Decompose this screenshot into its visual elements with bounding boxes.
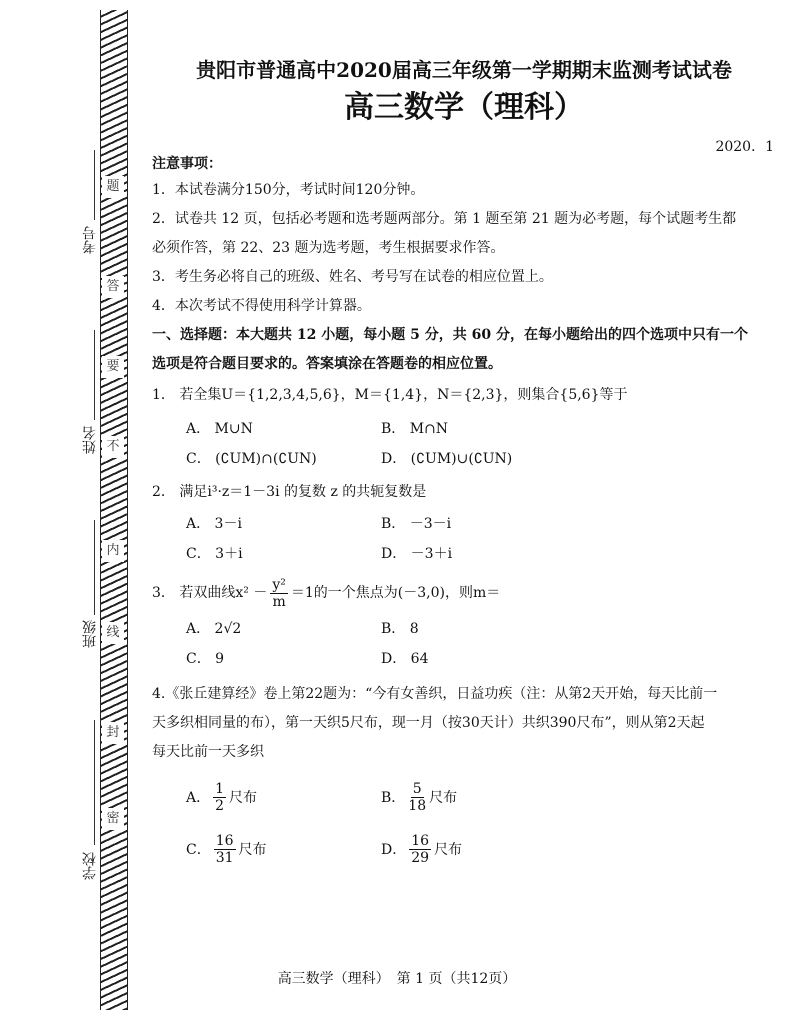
- option-a[interactable]: [186, 773, 381, 821]
- seal-char: 密: [102, 808, 124, 830]
- option-a[interactable]: A． 3－i: [186, 516, 242, 532]
- notice-item: 3．考生务必将自己的班级、姓名、考号写在试卷的相应位置上。: [152, 269, 553, 285]
- notice-item: 1．本试卷满分150分，考试时间120分钟。: [152, 182, 425, 198]
- q3-fraction-numerator: y²: [272, 577, 286, 593]
- seal-char: 要: [102, 356, 124, 378]
- fraction-denominator: 29: [411, 849, 430, 866]
- notice-item: 2．试卷共 12 页，包括必考题和选考题两部分。第 1 题至第 21 题为必考题，每个试题考生都: [152, 211, 737, 227]
- fraction-numerator: 16: [215, 832, 234, 849]
- option-c[interactable]: C． 9: [186, 651, 225, 667]
- notice-item: 必须作答，第 22、23 题为选考题，考生根据要求作答。: [152, 240, 505, 256]
- binding-rope: [100, 10, 128, 1010]
- seal-char: 题: [102, 176, 124, 198]
- class-blank[interactable]: [94, 520, 95, 615]
- fraction-denominator: 2: [215, 797, 225, 814]
- name-label: 姓名: [82, 426, 98, 454]
- option-letter: C．: [186, 842, 211, 858]
- option-a[interactable]: A． 2√2: [186, 621, 242, 637]
- option-c[interactable]: C． (∁UM)∩(∁UN): [186, 451, 317, 467]
- fraction-numerator: 1: [215, 780, 225, 797]
- option-d[interactable]: D． －3＋i: [381, 546, 453, 562]
- option-b[interactable]: B． M∩N: [381, 421, 449, 437]
- school-label: 学校: [82, 852, 98, 880]
- question-4-stem: 每天比前一天多织: [152, 744, 264, 760]
- seal-char: 答: [102, 276, 124, 298]
- option-d[interactable]: D． (∁UM)∪(∁UN): [381, 451, 513, 467]
- fraction-numerator: 5: [412, 780, 422, 797]
- fraction-numerator: 16: [411, 832, 430, 849]
- exam-number-label: 考号: [82, 226, 98, 254]
- fraction-denominator: 18: [408, 797, 427, 814]
- q3-fraction: [270, 577, 288, 610]
- option-unit: 尺布: [434, 842, 463, 858]
- fraction-denominator: 31: [215, 849, 234, 866]
- option-fraction: [409, 833, 431, 866]
- option-d[interactable]: D． 64: [381, 651, 429, 667]
- option-fraction: [213, 781, 226, 814]
- q3-stem-end: ＝1的一个焦点为(－3,0)，则m＝: [290, 585, 501, 601]
- question-4-options: [186, 773, 776, 873]
- question-4-stem: 4.《张丘建算经》卷上第22题为：“今有女善织，日益功疾（注：从第2天开始，每天比前一: [152, 686, 718, 702]
- option-fraction: [408, 781, 426, 814]
- exam-content: [152, 56, 776, 873]
- option-unit: 尺布: [429, 790, 458, 806]
- question-1-stem: 1． 若全集U＝{1,2,3,4,5,6}，M＝{1,4}，N＝{2,3}，则集合{5,6}等于: [152, 387, 628, 403]
- option-c[interactable]: C． 3＋i: [186, 546, 243, 562]
- notice-heading: 注意事项：: [152, 156, 222, 172]
- seal-char: 封: [102, 722, 124, 744]
- question-3-options: [186, 616, 776, 672]
- option-letter: D．: [381, 842, 407, 858]
- binding-margin: [0, 0, 140, 1030]
- name-blank[interactable]: [94, 330, 95, 420]
- option-unit: 尺布: [229, 790, 258, 806]
- seal-char: 内: [102, 540, 124, 562]
- class-label: 班级: [82, 620, 98, 648]
- school-blank[interactable]: [94, 720, 95, 845]
- exam-title: 贵阳市普通高中2020届高三年级第一学期期末监测考试试卷: [196, 58, 732, 82]
- section-instruction: 选项是符合题目要求的。答案填涂在答题卷的相应位置。: [152, 356, 502, 372]
- notice-item: 4．本次考试不得使用科学计算器。: [152, 298, 371, 314]
- subject-title: 高三数学（理科）: [344, 90, 584, 125]
- option-b[interactable]: B． －3－i: [381, 516, 452, 532]
- question-1-options: [186, 416, 776, 472]
- seal-char: 线: [102, 622, 124, 644]
- option-letter: B．: [381, 790, 406, 806]
- option-fraction: [214, 833, 236, 866]
- exam-number-blank[interactable]: [94, 150, 95, 220]
- exam-date: 2020．1: [715, 139, 774, 155]
- option-b[interactable]: B． 8: [381, 621, 419, 637]
- option-a[interactable]: A． M∪N: [186, 421, 253, 437]
- question-3-stem: [152, 577, 776, 610]
- seal-char: 不: [102, 436, 124, 458]
- option-unit: 尺布: [238, 842, 267, 858]
- section-instruction: 一、选择题：本大题共 12 小题，每小题 5 分，共 60 分，在每小题给出的四个选项中只有一个: [152, 327, 748, 343]
- q3-stem-start: 3． 若双曲线x² －: [152, 585, 268, 601]
- question-2-stem: 2． 满足i³·z＝1－3i 的复数 z 的共轭复数是: [152, 484, 427, 500]
- q3-fraction-denominator: m: [272, 594, 286, 610]
- question-4-stem: 天多织相同量的布），第一天织5尺布，现一月（按30天计）共织390尺布”，则从第2天起: [152, 715, 705, 731]
- page-footer: 高三数学（理科） 第 1 页（共12页）: [277, 971, 517, 987]
- option-letter: A．: [186, 790, 211, 806]
- option-c[interactable]: [186, 825, 381, 873]
- question-2-options: [186, 511, 776, 567]
- option-b[interactable]: [381, 773, 581, 821]
- option-d[interactable]: [381, 825, 581, 873]
